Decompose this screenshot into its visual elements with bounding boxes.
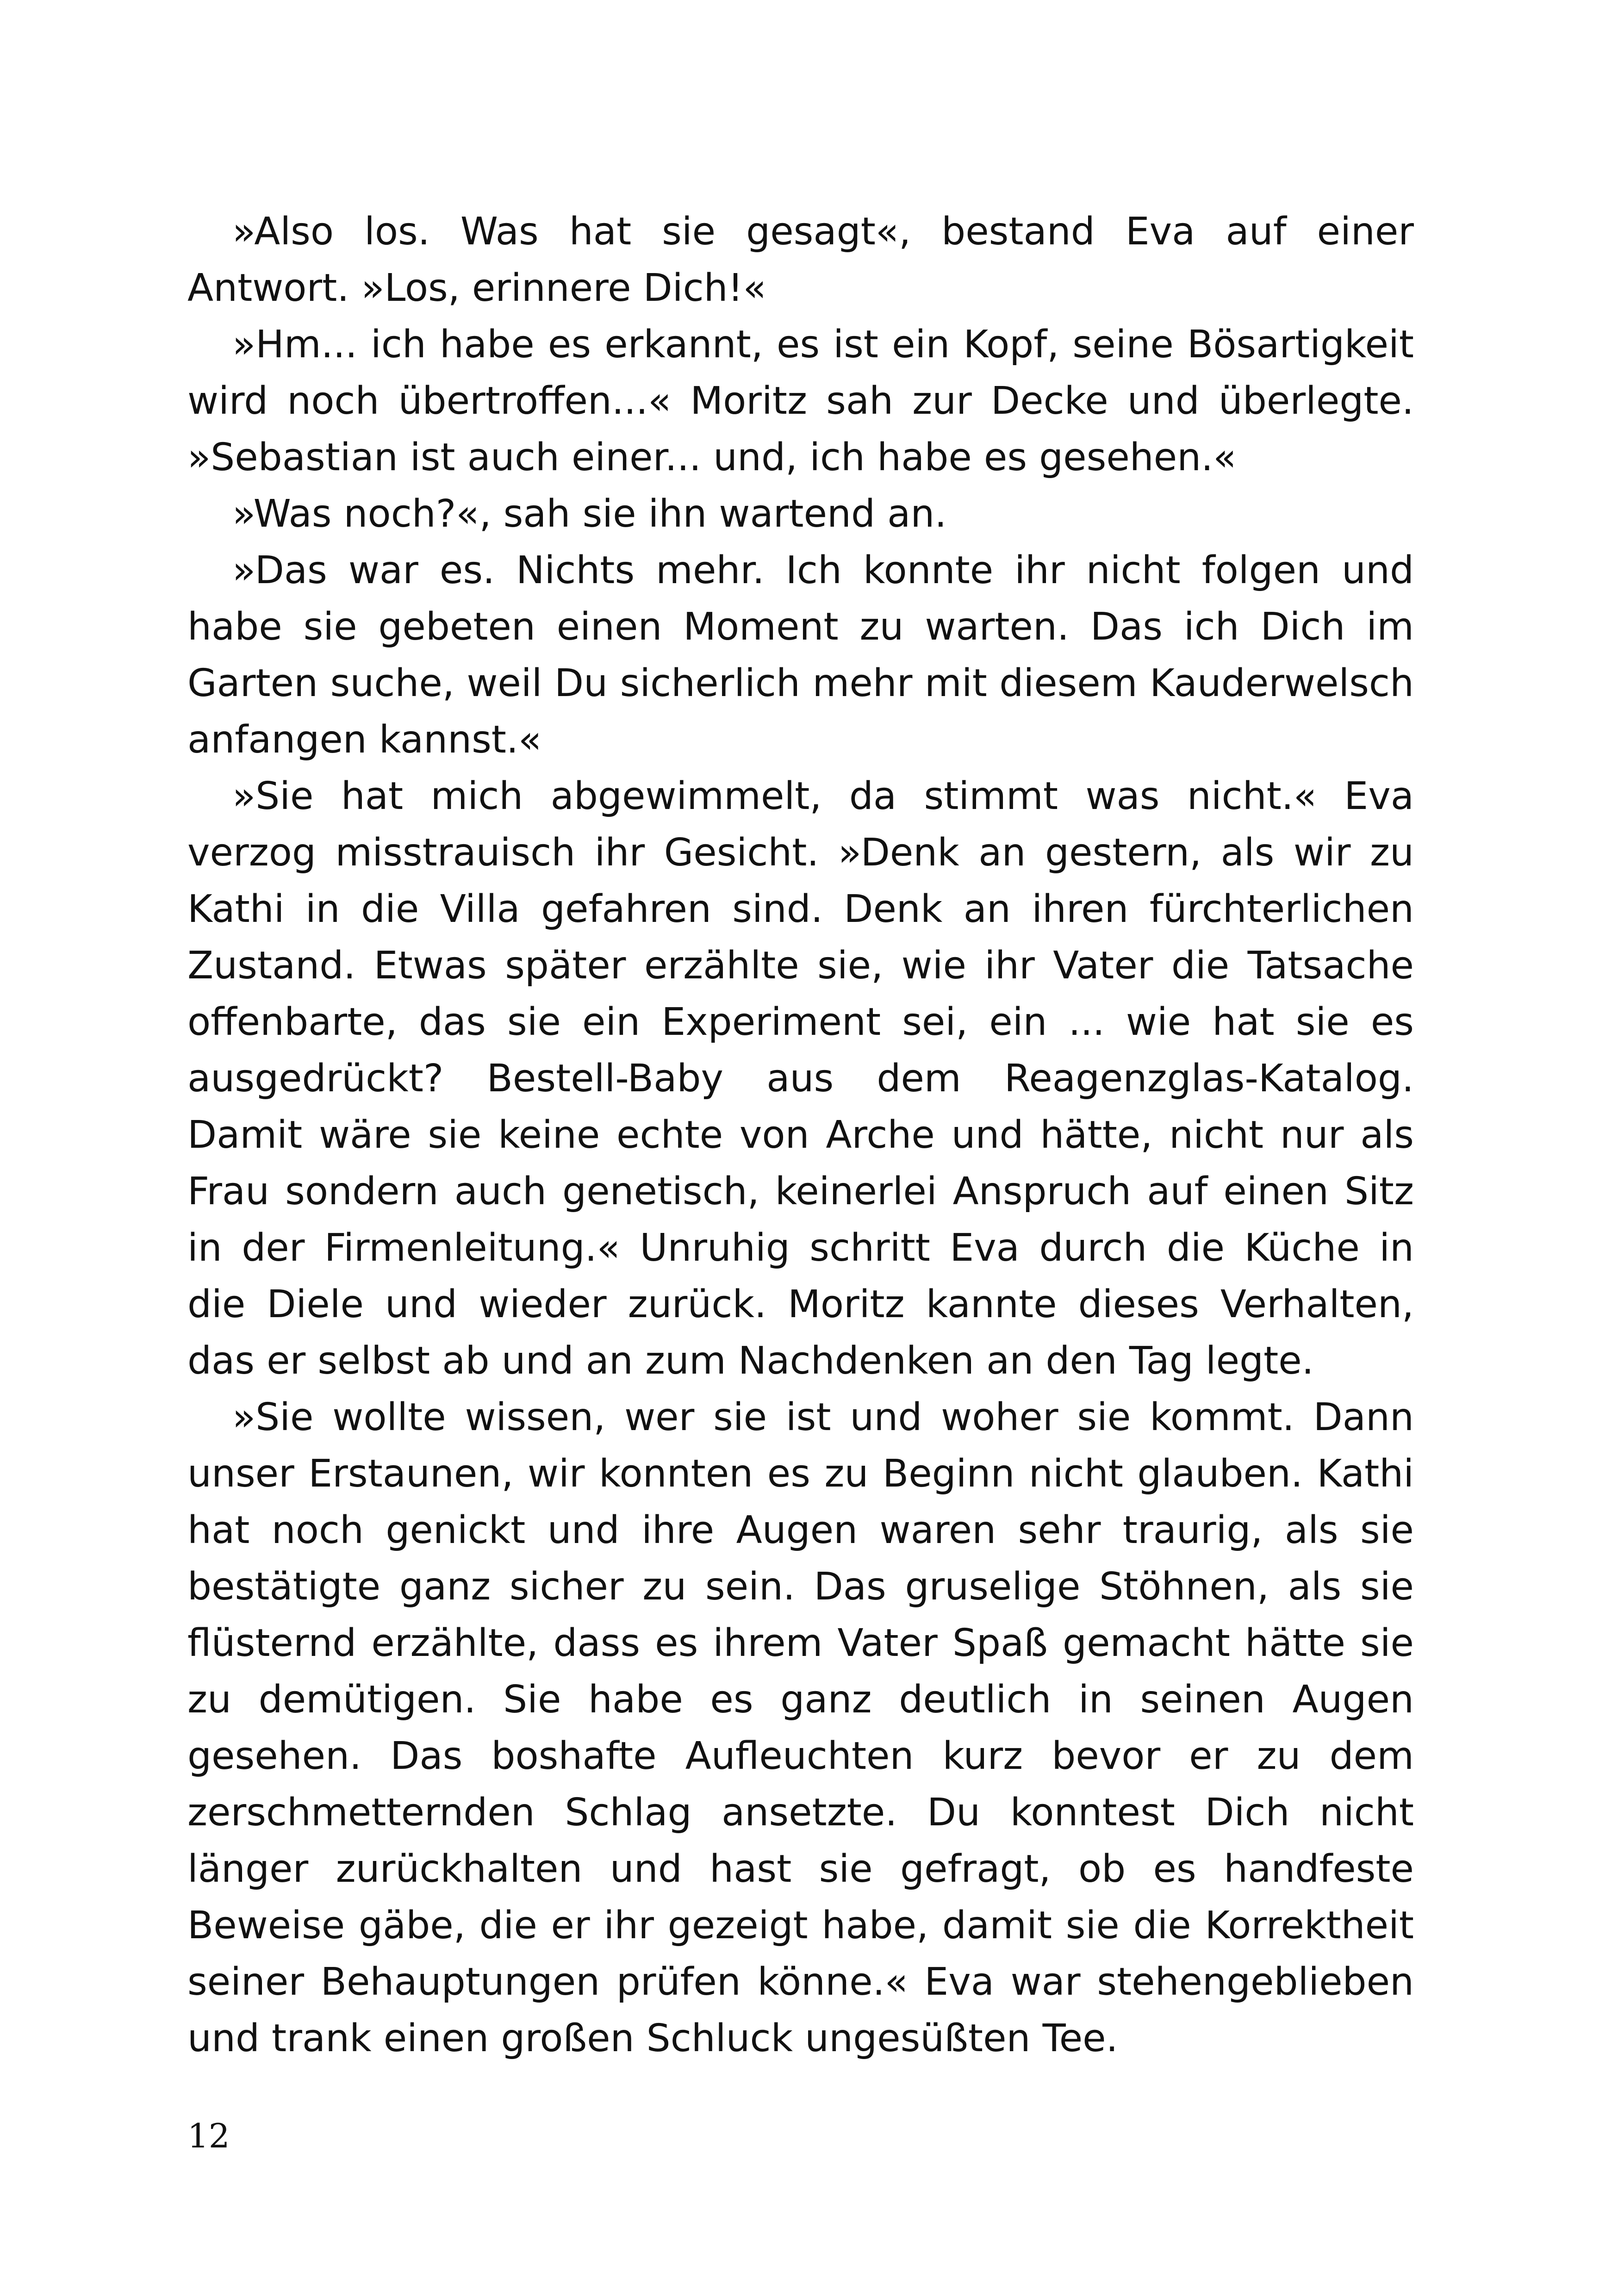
paragraph: »Sie hat mich abgewimmelt, da stimmt was nicht.« Eva verzog misstrauisch ihr Gesicht. »Denk an gestern, als wir zu Kathi in die Villa gefahren sind. Denk an ihren fürchterlichen Zustand. Etwas später erzählte sie, wie ihr Vater die Tatsache offenbarte, das sie ein Experiment sei, ein ... wie hat sie es ausgedrückt? Bestell-Baby aus dem Reagenzglas-Katalog. Damit wäre sie keine echte von Arche und hätte, nicht nur als Frau sondern auch genetisch, keinerlei Anspruch auf einen Sitz in der Firmenleitung.« Unruhig schritt Eva durch die Küche in die Diele und wieder zurück. Moritz kannte dieses Verhalten, das er selbst ab und an zum Nachdenken an den Tag legte. (187, 774, 1414, 1383)
paragraph: »Hm... ich habe es erkannt, es ist ein Kopf, seine Bösartigkeit wird noch übertroffen...« Moritz sah zur Decke und überlegte. »Sebastian ist auch einer... und, ich habe es gesehen.« (187, 323, 1414, 479)
paragraph: »Das war es. Nichts mehr. Ich konnte ihr nicht folgen und habe sie gebeten einen Moment zu warten. Das ich Dich im Garten suche, weil Du sicherlich mehr mit diesem Kauderwelsch anfangen kannst.« (187, 548, 1414, 762)
page-number: 12 (187, 2116, 230, 2155)
paragraph: »Also los. Was hat sie gesagt«, bestand Eva auf einer Antwort. »Los, erinnere Dich!« (187, 210, 1414, 310)
paragraph: »Was noch?«, sah sie ihn wartend an. (232, 492, 947, 536)
body-text (187, 204, 1414, 2067)
paragraph: »Sie wollte wissen, wer sie ist und woher sie kommt. Dann unser Erstaunen, wir konnten es zu Beginn nicht glauben. Kathi hat noch genickt und ihre Augen waren sehr traurig, als sie bestätigte ganz sicher zu sein. Das gruselige Stöhnen, als sie flüsternd erzählte, dass es ihrem Vater Spaß gemacht hätte sie zu demütigen. Sie habe es ganz deutlich in seinen Augen gesehen. Das boshafte Aufleuchten kurz bevor er zu dem zerschmetternden Schlag ansetzte. Du konntest Dich nicht länger zurückhalten und hast sie gefragt, ob es handfeste Beweise gäbe, die er ihr gezeigt habe, damit sie die Korrektheit seiner Behauptungen prüfen könne.« Eva war stehengeblieben und trank einen großen Schluck ungesüßten Tee. (187, 1395, 1414, 2060)
